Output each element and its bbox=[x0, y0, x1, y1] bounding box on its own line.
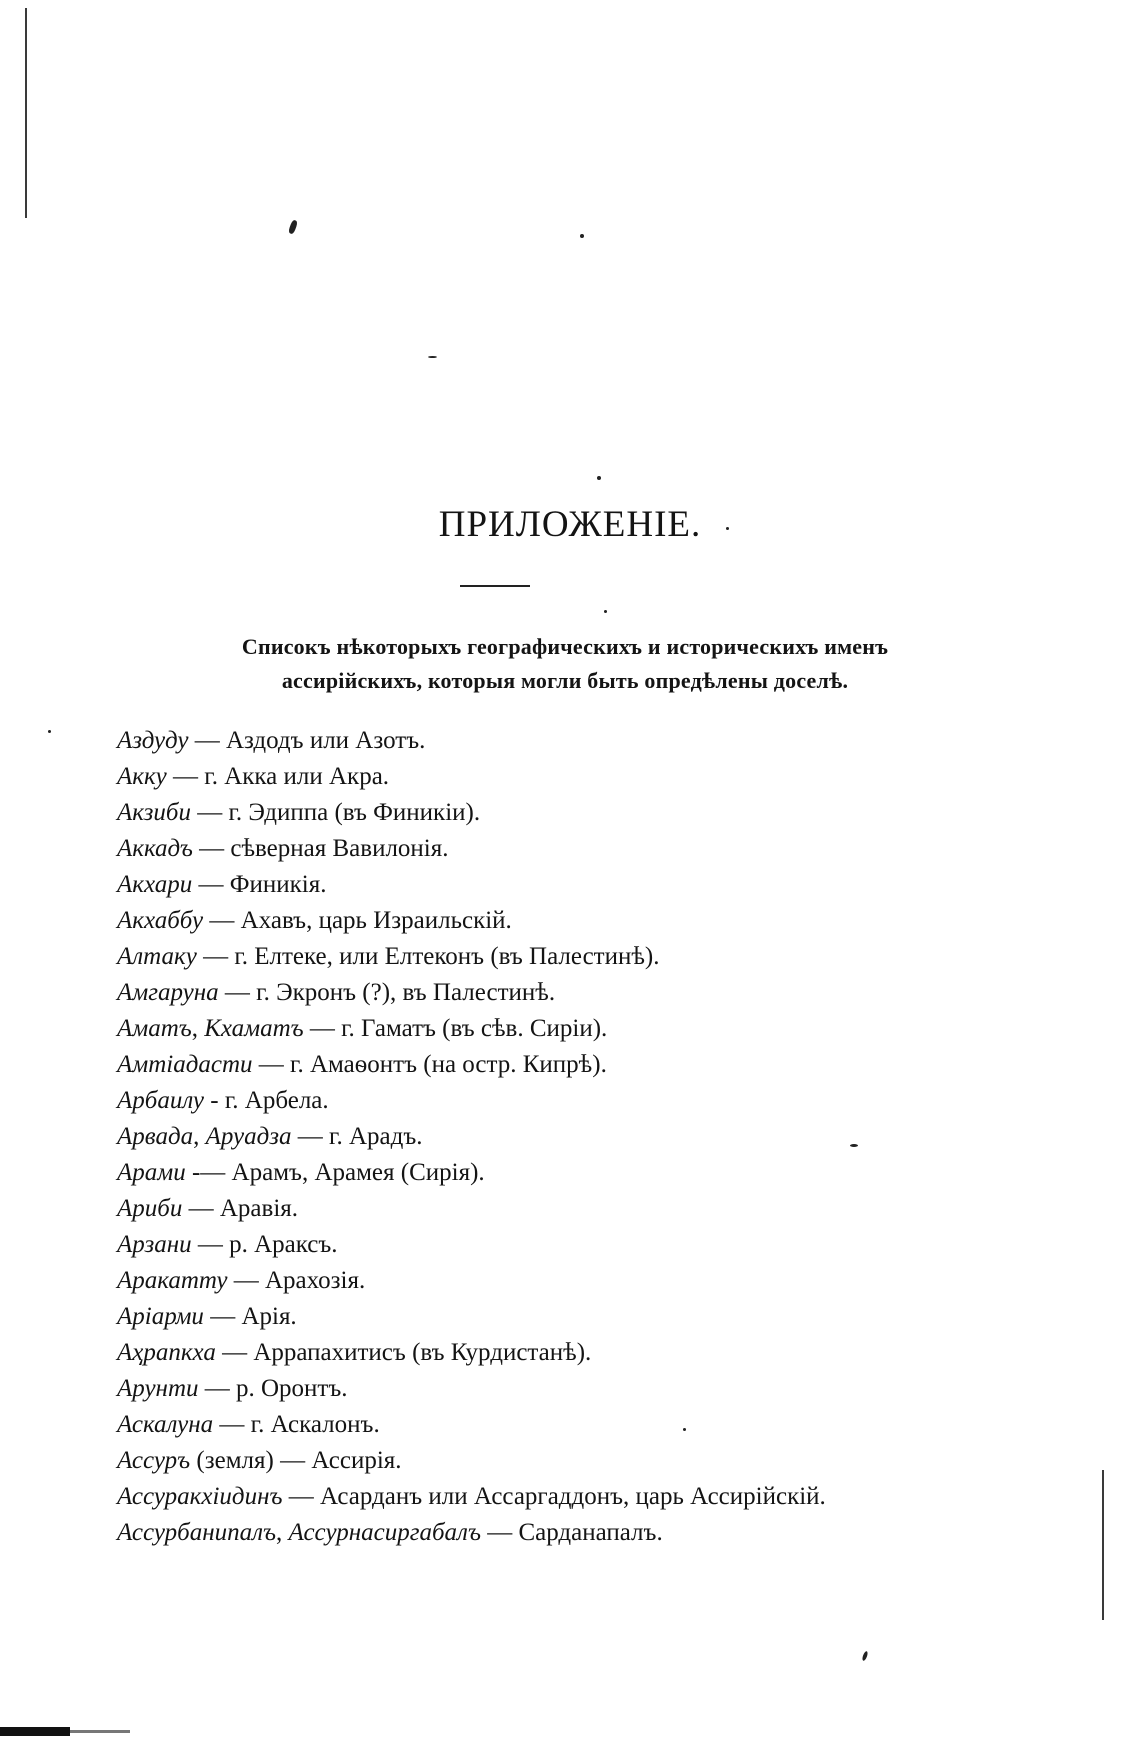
list-item bbox=[117, 903, 1077, 939]
entry-definition: — г. Арадъ. bbox=[291, 1123, 423, 1150]
scan-edge-bar bbox=[0, 1727, 70, 1736]
scan-edge-line-right bbox=[1102, 1470, 1104, 1620]
entry-definition: -— Арамъ, Арамея (Сирія). bbox=[185, 1159, 485, 1186]
entry-term: Алтаку bbox=[117, 943, 197, 970]
entry-definition: — г. Экронъ (?), въ Палестинѣ. bbox=[218, 979, 556, 1006]
entry-term: Акзиби bbox=[117, 799, 191, 826]
ink-speck bbox=[48, 730, 51, 733]
list-item bbox=[117, 1047, 1077, 1083]
entry-term: Аскалуна bbox=[117, 1411, 214, 1438]
list-item bbox=[117, 1335, 1077, 1371]
title-rule bbox=[460, 585, 530, 587]
entry-term: Акхари bbox=[117, 871, 193, 898]
entry-separator: , bbox=[191, 1015, 205, 1042]
list-item bbox=[117, 1515, 1077, 1551]
entry-definition: — Аравія. bbox=[182, 1195, 299, 1222]
subtitle-line-2: ассирійскихъ, которыя могли быть опредѣлены доселѣ. bbox=[281, 668, 849, 693]
entry-definition: — Сарданапалъ. bbox=[480, 1519, 663, 1546]
entry-definition: — Аррапахитисъ (въ Курдистанѣ). bbox=[215, 1339, 592, 1366]
ink-speck bbox=[428, 356, 437, 358]
list-item bbox=[117, 939, 1077, 975]
entry-term-alt: Кхаматъ bbox=[204, 1015, 304, 1042]
entry-definition: — г. Аскалонъ. bbox=[213, 1411, 380, 1438]
list-item bbox=[117, 1263, 1077, 1299]
entry-definition: — Аздодъ или Азотъ. bbox=[188, 727, 426, 754]
entry-term: Арзани bbox=[117, 1231, 192, 1258]
entry-term-alt: Ассурнасиргабалъ bbox=[288, 1519, 481, 1546]
entry-term: Ассуракхіидинъ bbox=[117, 1483, 283, 1510]
page-title: ПРИЛОЖЕНІЕ. bbox=[438, 504, 702, 545]
list-item bbox=[117, 1119, 1077, 1155]
list-item bbox=[117, 1479, 1077, 1515]
entry-definition: — Арахозія. bbox=[227, 1267, 366, 1294]
entry-definition: — г. Амаѳонтъ (на остр. Кипрѣ). bbox=[252, 1051, 607, 1078]
entry-term: Аздуду bbox=[117, 727, 189, 754]
list-item bbox=[117, 975, 1077, 1011]
entry-definition: — г. Гаматъ (въ сѣв. Сиріи). bbox=[303, 1015, 608, 1042]
ink-speck bbox=[288, 219, 298, 234]
scan-edge-line-left bbox=[25, 8, 27, 218]
entry-definition: — Арія. bbox=[203, 1303, 297, 1330]
ink-speck bbox=[597, 476, 601, 480]
entry-term: Арами bbox=[117, 1159, 186, 1186]
entry-term: Ассуръ bbox=[117, 1447, 191, 1474]
entry-term: Аҳрапкха bbox=[117, 1339, 216, 1366]
list-item bbox=[117, 1299, 1077, 1335]
entry-definition: — Финикія. bbox=[192, 871, 327, 898]
entry-term: Арбаилу bbox=[117, 1087, 205, 1114]
entry-term: Акхаббу bbox=[117, 907, 204, 934]
entry-separator: , bbox=[276, 1519, 289, 1546]
list-item bbox=[117, 1083, 1077, 1119]
list-item bbox=[117, 831, 1077, 867]
list-item bbox=[117, 759, 1077, 795]
entry-definition: — сѣверная Вавилонія. bbox=[192, 835, 449, 862]
entry-definition: — г. Эдиппа (въ Финикіи). bbox=[190, 799, 481, 826]
entry-definition: — Ахавъ, царь Израильскій. bbox=[203, 907, 512, 934]
entry-term: Аматъ bbox=[117, 1015, 192, 1042]
ink-speck bbox=[861, 1651, 868, 1662]
entry-term: Арвада bbox=[117, 1123, 194, 1150]
entry-term: Аракатту bbox=[117, 1267, 228, 1294]
list-item bbox=[117, 723, 1077, 759]
page-subtitle bbox=[60, 630, 1070, 698]
list-item bbox=[117, 867, 1077, 903]
subtitle-line-1: Списокъ нѣкоторыхъ географическихъ и историческихъ именъ bbox=[241, 634, 889, 659]
entry-term: Амгаруна bbox=[117, 979, 219, 1006]
entry-term: Аріарми bbox=[117, 1303, 204, 1330]
entry-term: Аккадъ bbox=[117, 835, 193, 862]
list-item bbox=[117, 1443, 1077, 1479]
entry-term-alt: Аруадза bbox=[205, 1123, 292, 1150]
list-item bbox=[117, 795, 1077, 831]
list-item bbox=[117, 1227, 1077, 1263]
entry-definition: — Асарданъ или Ассаргаддонъ, царь Ассирійскій. bbox=[282, 1483, 826, 1510]
name-list bbox=[117, 723, 1077, 1551]
entry-term: Акку bbox=[117, 763, 167, 790]
entry-term: Амтіадасти bbox=[117, 1051, 253, 1078]
list-item bbox=[117, 1191, 1077, 1227]
ink-speck bbox=[580, 234, 584, 238]
entry-definition: — г. Акка или Акра. bbox=[166, 763, 390, 790]
list-item bbox=[117, 1011, 1077, 1047]
list-item bbox=[117, 1371, 1077, 1407]
list-item bbox=[117, 1407, 1077, 1443]
entry-definition: - г. Арбела. bbox=[204, 1087, 329, 1114]
scan-edge-bar-tail bbox=[70, 1730, 130, 1733]
entry-term: Ариби bbox=[117, 1195, 183, 1222]
entry-term: Арунти bbox=[117, 1375, 199, 1402]
list-item bbox=[117, 1155, 1077, 1191]
entry-definition: — р. Араксъ. bbox=[191, 1231, 338, 1258]
entry-definition: (земля) — Ассирія. bbox=[190, 1447, 402, 1474]
entry-separator: , bbox=[193, 1123, 206, 1150]
entry-definition: — г. Елтеке, или Елтеконъ (въ Палестинѣ). bbox=[196, 943, 660, 970]
entry-term: Ассурбанипалъ bbox=[117, 1519, 277, 1546]
ink-speck bbox=[604, 610, 607, 613]
entry-definition: — р. Оронтъ. bbox=[198, 1375, 348, 1402]
